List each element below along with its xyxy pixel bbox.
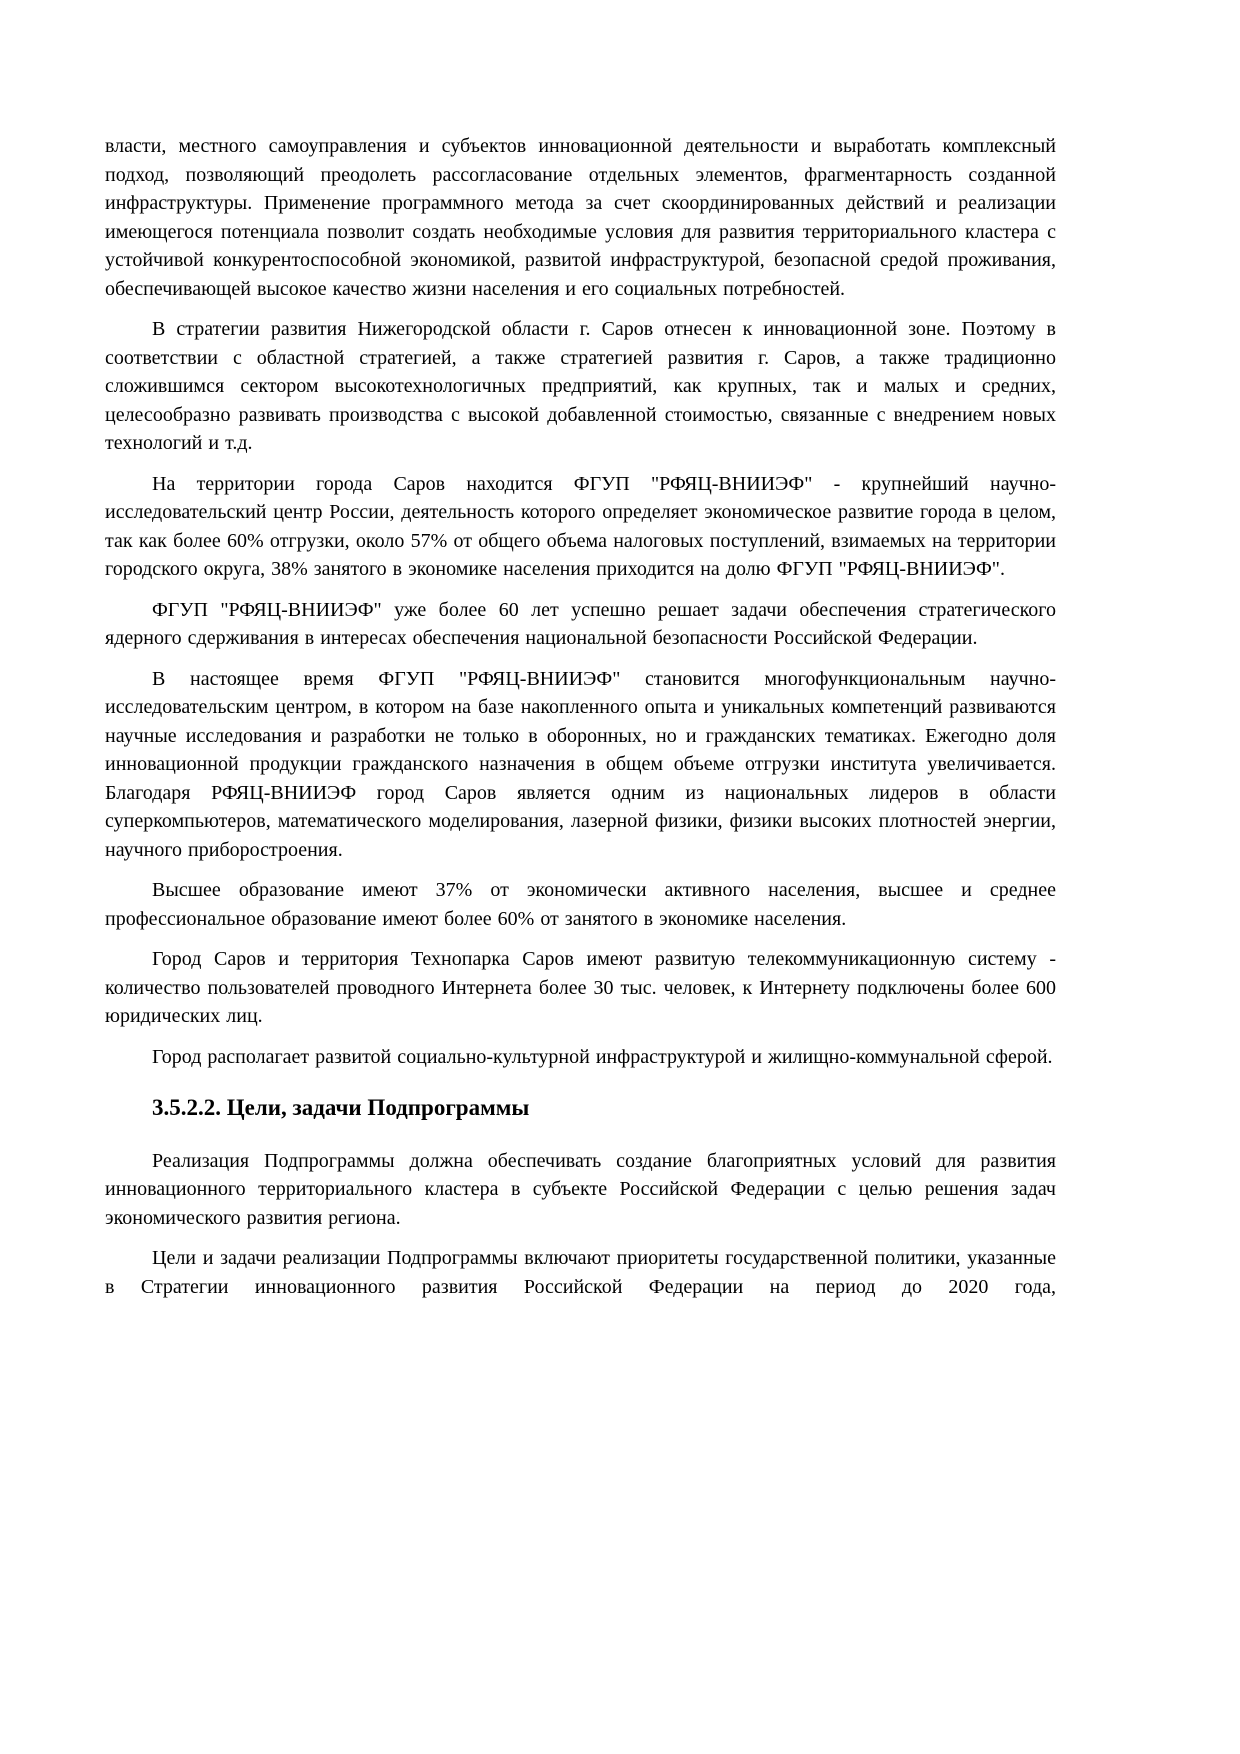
- paragraph: Цели и задачи реализации Подпрограммы включают приоритеты государственной политики, указанные в Стратегии инновационного развития Российской Федерации на период до 2020 года,: [105, 1247, 1056, 1298]
- section-heading: 3.5.2.2. Цели, задачи Подпрограммы: [152, 1095, 530, 1120]
- paragraph-continuation: власти, местного самоуправления и субъектов инновационной деятельности и выработать комплексный подход, позволяющий преодолеть рассогласование отдельных элементов, фрагментарность созданной инфраструктуры. Применение программного метода за счет скоординированных действий и реализации имеющегося потенциала позволит создать необходимые условия для развития территориального кластера с устойчивой конкурентоспособной экономикой, развитой инфраструктурой, безопасной средой проживания, обеспечивающей высокое качество жизни населения и его социальных потребностей.: [105, 135, 1056, 300]
- paragraph: Высшее образование имеют 37% от экономически активного населения, высшее и среднее профессиональное образование имеют более 60% от занятого в экономике населения.: [105, 879, 1056, 930]
- paragraph: В настоящее время ФГУП "РФЯЦ-ВНИИЭФ" становится многофункциональным научно-исследовательским центром, в котором на базе накопленного опыта и уникальных компетенций развиваются научные исследования и разработки не только в оборонных, но и гражданских тематиках. Ежегодно доля инновационной продукции гражданского назначения в общем объеме отгрузки института увеличивается. Благодаря РФЯЦ-ВНИИЭФ город Саров является одним из национальных лидеров в области суперкомпьютеров, математического моделирования, лазерной физики, физики высоких плотностей энергии, научного приборостроения.: [105, 667, 1056, 861]
- paragraph: В стратегии развития Нижегородской области г. Саров отнесен к инновационной зоне. Поэтому в соответствии с областной стратегией, а также стратегией развития г. Саров, а также традиционно сложившимся сектором высокотехнологичных предприятий, как крупных, так и малых и средних, целесообразно развивать производства с высокой добавленной стоимостью, связанные с внедрением новых технологий и т.д.: [105, 318, 1056, 454]
- paragraph: ФГУП "РФЯЦ-ВНИИЭФ" уже более 60 лет успешно решает задачи обеспечения стратегического ядерного сдерживания в интересах обеспечения национальной безопасности Российской Федерации.: [105, 598, 1056, 649]
- paragraph: Город Саров и территория Технопарка Саров имеют развитую телекоммуникационную систему - количество пользователей проводного Интернета более 30 тыс. человек, к Интернету подключены более 600 юридических лиц.: [105, 948, 1056, 1027]
- paragraph: На территории города Саров находится ФГУП "РФЯЦ-ВНИИЭФ" - крупнейший научно-исследовательский центр России, деятельность которого определяет экономическое развитие города в целом, так как более 60% отгрузки, около 57% от общего объема налоговых поступлений, взимаемых на территории городского округа, 38% занятого в экономике населения приходится на долю ФГУП "РФЯЦ-ВНИИЭФ".: [105, 472, 1056, 580]
- paragraph: Город располагает развитой социально-культурной инфраструктурой и жилищно-коммунальной сферой.: [152, 1045, 1053, 1068]
- paragraph: Реализация Подпрограммы должна обеспечивать создание благоприятных условий для развития инновационного территориального кластера в субъекте Российской Федерации с целью решения задач экономического развития региона.: [105, 1149, 1056, 1229]
